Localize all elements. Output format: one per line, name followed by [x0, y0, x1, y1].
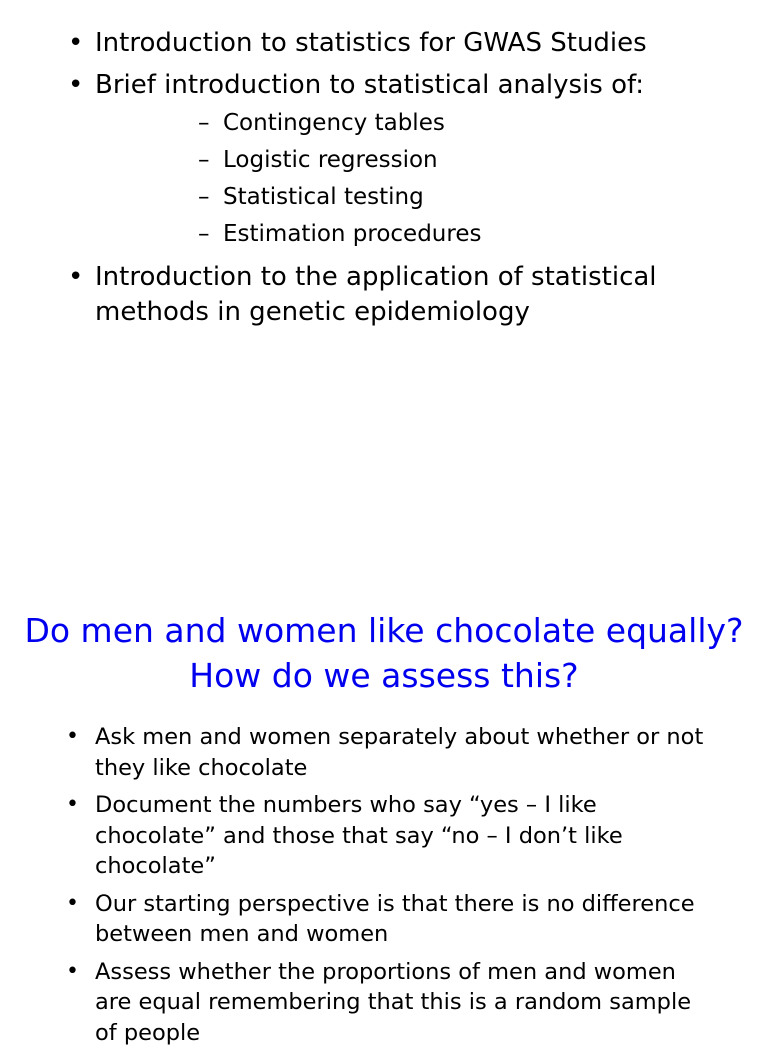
- bullet-text: Ask men and women separately about whether or not they like chocolate: [95, 724, 704, 781]
- bullet-text: Introduction to statistics for GWAS Studies: [95, 28, 647, 58]
- sub-bullet-item: [95, 179, 728, 216]
- bullet-item: [0, 722, 768, 783]
- bullet-dot-icon: •: [68, 262, 84, 292]
- bullet-text: Document the numbers who say “yes – I like chocolate” and those that say “no – I don’t like chocolate”: [95, 792, 623, 879]
- sub-bullet-item: [95, 216, 728, 253]
- slide-2-bullet-list: [0, 722, 768, 1055]
- slide-title: Do men and women like chocolate equally? How do we assess this?: [24, 611, 744, 695]
- sub-bullet-item: [95, 105, 728, 142]
- sub-bullet-text: Logistic regression: [223, 147, 438, 173]
- bullet-dot-icon: •: [66, 792, 79, 817]
- sub-bullet-item: [95, 142, 728, 179]
- bullet-dot-icon: •: [66, 958, 79, 984]
- bullet-dot-icon: •: [66, 890, 79, 916]
- sub-bullet-text: Estimation procedures: [223, 221, 482, 247]
- bullet-text: Assess whether the proportions of men and women are equal remembering that this is a random sample of people: [95, 958, 692, 1046]
- bullet-text: Our starting perspective is that there is no difference between men and women: [95, 890, 695, 947]
- dash-icon: –: [198, 221, 210, 247]
- sub-bullet-text: Contingency tables: [223, 110, 445, 136]
- bullet-item: [0, 68, 768, 253]
- dash-icon: –: [198, 110, 210, 136]
- bullet-item: [0, 957, 768, 1049]
- bullet-text: Brief introduction to statistical analysis of:: [95, 70, 644, 100]
- bullet-item: [0, 26, 768, 61]
- sub-bullet-text: Statistical testing: [223, 184, 424, 210]
- bullet-dot-icon: •: [68, 70, 84, 100]
- dash-icon: –: [198, 184, 210, 210]
- bullet-item: [0, 889, 768, 950]
- bullet-dot-icon: •: [66, 724, 79, 749]
- slide-2: [0, 560, 768, 1046]
- sub-bullet-list: [95, 105, 728, 253]
- dash-icon: –: [198, 147, 210, 173]
- bullet-item: [0, 790, 768, 882]
- bullet-dot-icon: •: [68, 28, 84, 58]
- bullet-text: Introduction to the application of statistical methods in genetic epidemiology: [95, 262, 657, 327]
- slide-1-bullet-list: [0, 26, 768, 337]
- bullet-item: [0, 260, 768, 330]
